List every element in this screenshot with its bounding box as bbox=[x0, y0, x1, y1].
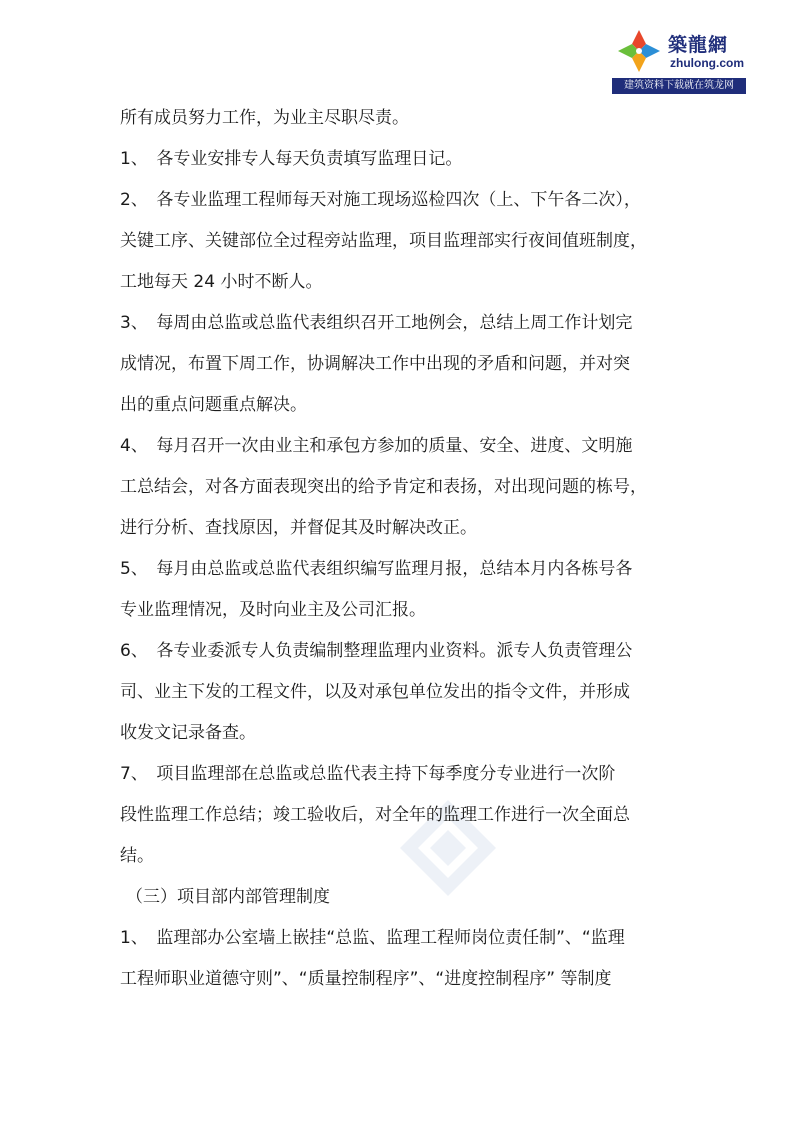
text-line: 工程师职业道德守则”、“质量控制程序”、“进度控制程序” 等制度 bbox=[120, 969, 612, 989]
text-line: 出的重点问题重点解决。 bbox=[120, 395, 307, 415]
zhulong-logo bbox=[612, 22, 746, 94]
text-line: 4、 每月召开一次由业主和承包方参加的质量、安全、进度、文明施 bbox=[120, 436, 633, 456]
text-line: 工地每天 24 小时不断人。 bbox=[120, 272, 323, 292]
text-line: 司、业主下发的工程文件，以及对承包单位发出的指令文件，并形成 bbox=[120, 682, 630, 702]
logo-domain: zhulong.com bbox=[670, 56, 744, 70]
text-line: 结。 bbox=[120, 846, 154, 866]
text-line: 所有成员努力工作，为业主尽职尽责。 bbox=[120, 108, 409, 128]
section-heading: （三）项目部内部管理制度 bbox=[126, 887, 330, 907]
text-line: 工总结会，对各方面表现突出的给予肯定和表扬，对出现问题的栋号， bbox=[120, 477, 647, 497]
text-line: 进行分析、查找原因，并督促其及时解决改正。 bbox=[120, 518, 477, 538]
text-line: 成情况，布置下周工作，协调解决工作中出现的矛盾和问题，并对突 bbox=[120, 354, 630, 374]
text-line: 专业监理情况，及时向业主及公司汇报。 bbox=[120, 600, 426, 620]
text-line: 2、 各专业监理工程师每天对施工现场巡检四次（上、下午各二次）， bbox=[120, 190, 641, 210]
text-line: 3、 每周由总监或总监代表组织召开工地例会，总结上周工作计划完 bbox=[120, 313, 633, 333]
text-line: 收发文记录备查。 bbox=[120, 723, 256, 743]
text-line: 6、 各专业委派专人负责编制整理监理内业资料。派专人负责管理公 bbox=[120, 641, 633, 661]
text-line: 5、 每月由总监或总监代表组织编写监理月报，总结本月内各栋号各 bbox=[120, 559, 633, 579]
text-line: 7、 项目监理部在总监或总监代表主持下每季度分专业进行一次阶 bbox=[120, 764, 616, 784]
zhulong-logo-mark-icon bbox=[616, 28, 662, 74]
text-line: 段性监理工作总结；竣工验收后，对全年的监理工作进行一次全面总 bbox=[120, 805, 630, 825]
text-line: 1、 监理部办公室墙上嵌挂“总监、监理工程师岗位责任制”、“监理 bbox=[120, 928, 625, 948]
document-body bbox=[120, 98, 690, 1000]
logo-brand-name: 築龍網 bbox=[668, 34, 729, 56]
text-line: 关键工序、关键部位全过程旁站监理，项目监理部实行夜间值班制度， bbox=[120, 231, 647, 251]
text-line: 1、 各专业安排专人每天负责填写监理日记。 bbox=[120, 149, 463, 169]
logo-slogan: 建筑资料下载就在筑龙网 bbox=[612, 78, 746, 94]
